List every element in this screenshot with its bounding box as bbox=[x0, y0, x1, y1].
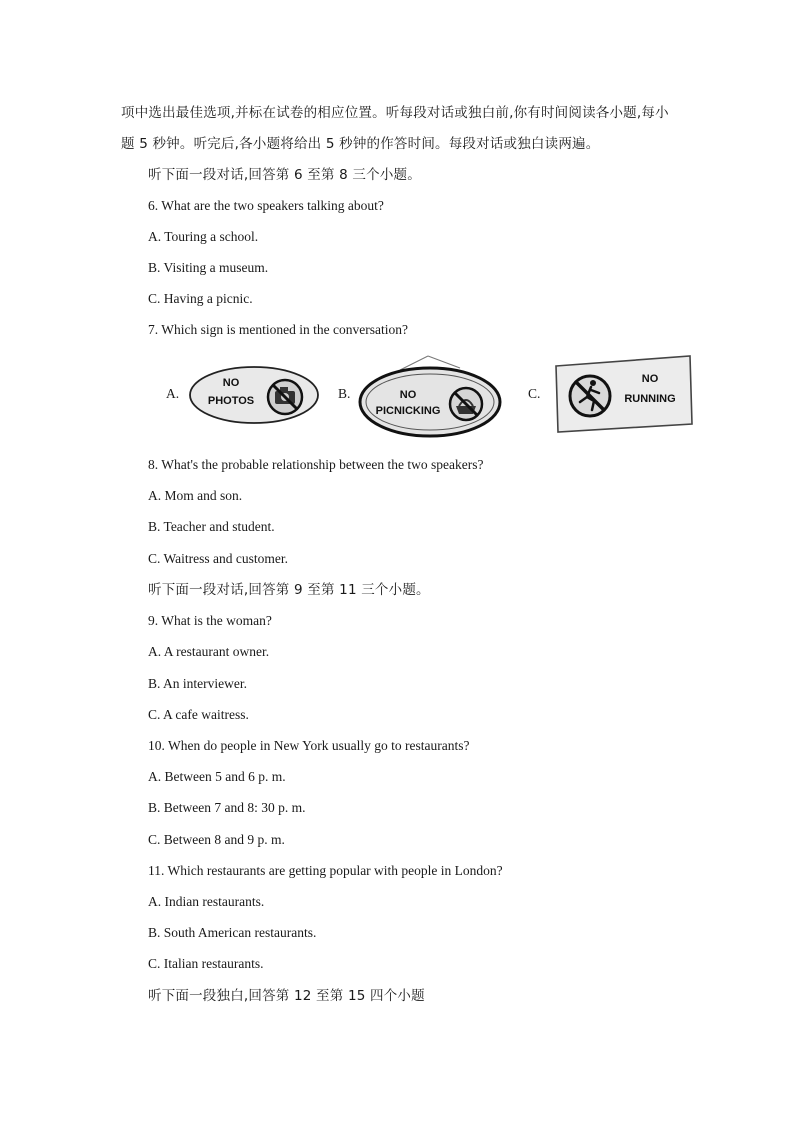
sign-c-line2: RUNNING bbox=[624, 393, 676, 405]
section-heading-2: 听下面一段对话,回答第 9 至第 11 三个小题。 bbox=[148, 582, 430, 598]
sign-c-line1: NO bbox=[641, 373, 659, 385]
q7-sign-options bbox=[160, 350, 700, 442]
picnic-basket-prohibited-icon bbox=[450, 388, 482, 420]
question-6: 6. What are the two speakers talking about? bbox=[148, 198, 384, 213]
q10-option-c: C. Between 8 and 9 p. m. bbox=[148, 832, 285, 847]
q9-option-c: C. A cafe waitress. bbox=[148, 707, 249, 722]
camera-prohibited-icon bbox=[268, 380, 302, 414]
q9-option-b: B. An interviewer. bbox=[148, 676, 247, 691]
q10-option-b: B. Between 7 and 8: 30 p. m. bbox=[148, 800, 306, 815]
q11-option-b: B. South American restaurants. bbox=[148, 925, 317, 940]
q10-option-a: A. Between 5 and 6 p. m. bbox=[148, 769, 286, 784]
q9-option-a: A. A restaurant owner. bbox=[148, 644, 270, 659]
sign-a-line1: NO bbox=[222, 377, 240, 389]
intro-line-2: 题 5 秒钟。听完后,各小题将给出 5 秒钟的作答时间。每段对话或独白读两遍。 bbox=[121, 136, 600, 152]
section-heading-3: 听下面一段独白,回答第 12 至第 15 四个小题 bbox=[148, 988, 425, 1004]
sign-b-line1: NO bbox=[399, 389, 417, 401]
no-picnicking-sign bbox=[356, 354, 506, 440]
q11-option-a: A. Indian restaurants. bbox=[148, 894, 265, 909]
q6-option-a: A. Touring a school. bbox=[148, 229, 259, 244]
section-heading-1: 听下面一段对话,回答第 6 至第 8 三个小题。 bbox=[148, 167, 421, 183]
question-9: 9. What is the woman? bbox=[148, 613, 272, 628]
q6-option-c: C. Having a picnic. bbox=[148, 291, 253, 306]
sign-b-line2: PICNICKING bbox=[375, 405, 441, 417]
q8-option-a: A. Mom and son. bbox=[148, 488, 243, 503]
sign-a-line2: PHOTOS bbox=[207, 395, 255, 407]
running-prohibited-icon bbox=[570, 376, 610, 416]
q6-option-b: B. Visiting a museum. bbox=[148, 260, 269, 275]
question-7: 7. Which sign is mentioned in the conversation? bbox=[148, 322, 408, 337]
q8-option-c: C. Waitress and customer. bbox=[148, 551, 289, 566]
q7-label-b: B. bbox=[338, 386, 351, 401]
question-8: 8. What's the probable relationship between the two speakers? bbox=[148, 457, 484, 472]
q7-label-c: C. bbox=[528, 386, 541, 401]
question-10: 10. When do people in New York usually go to restaurants? bbox=[148, 738, 470, 753]
question-11: 11. Which restaurants are getting popular with people in London? bbox=[148, 863, 503, 878]
no-photos-sign bbox=[187, 364, 321, 426]
q11-option-c: C. Italian restaurants. bbox=[148, 956, 264, 971]
q7-label-a: A. bbox=[166, 386, 180, 401]
q8-option-b: B. Teacher and student. bbox=[148, 519, 275, 534]
no-running-sign bbox=[552, 352, 696, 436]
intro-line-1: 项中选出最佳选项,并标在试卷的相应位置。听每段对话或独白前,你有时间阅读各小题,每小 bbox=[121, 105, 669, 121]
